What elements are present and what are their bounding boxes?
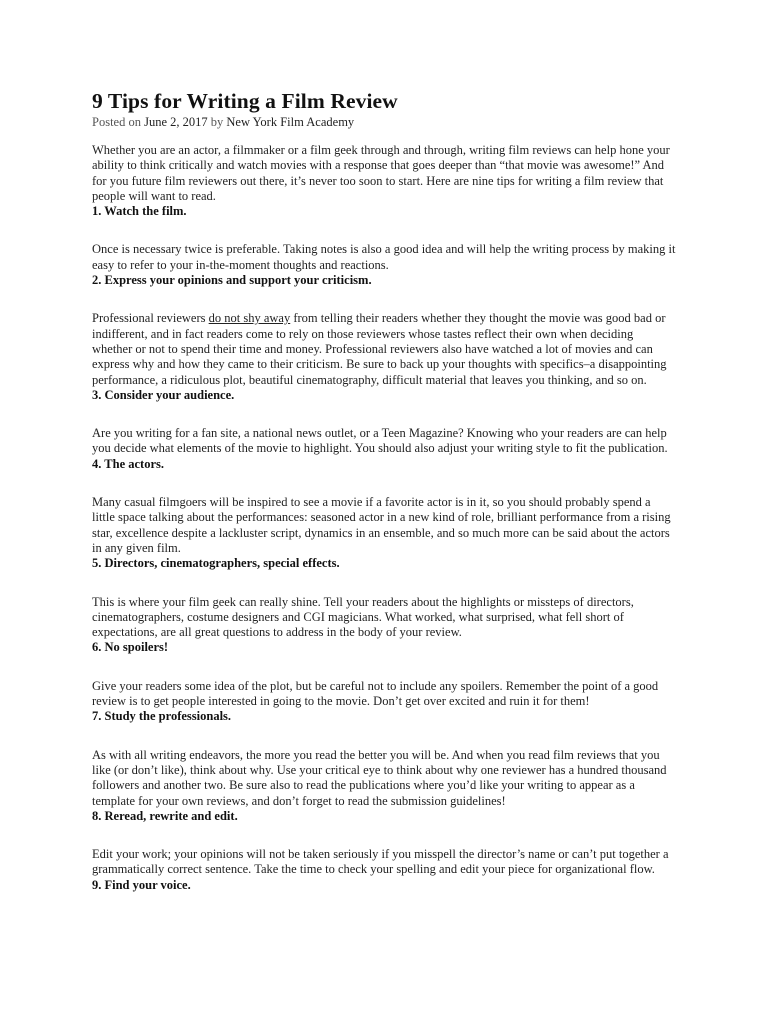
- tip-body: Edit your work; your opinions will not be taken seriously if you misspell the director’s name or can’t put together a grammatically correct sentence. Take the time to check your spelling and edit your piece for organizational flow.: [92, 847, 669, 877]
- post-date: June 2, 2017: [144, 115, 208, 129]
- tip-body: Many casual filmgoers will be inspired to see a movie if a favorite actor is in it, so you should probably spend a little space talking about the performances: seasoned actor in a new kind of role, brilliant performance from a rising star, excellence despite a lackluster script, dynamics in an ensemble, and so much more can be said about the actors in any given film.: [92, 495, 671, 555]
- tip-body: This is where your film geek can really shine. Tell your readers about the highlights or missteps of directors, cinematographers, costume designers and CGI magicians. What worked, what surprised, what fell short of expectations, are all great questions to address in the body of your review.: [92, 594, 634, 640]
- tip-9: [92, 878, 676, 893]
- tip-body: Give your readers some idea of the plot, but be careful not to include any spoilers. Remember the point of a good review is to get people interested in going to the movie. Don’t get over excited and ruin it for them!: [92, 678, 659, 709]
- tip-heading: 2. Express your opinions and support your criticism.: [92, 273, 372, 288]
- tip-heading: 3. Consider your audience.: [92, 387, 235, 402]
- tip-body-text: Professional reviewers: [92, 311, 209, 326]
- tip-1: [92, 204, 676, 273]
- tip-body: Are you writing for a fan site, a national news outlet, or a Teen Magazine? Knowing who your readers are can help you decide what elements of the movie to highlight. You should also adjust your writing style to fit the publication.: [92, 426, 668, 456]
- tip-8: [92, 809, 676, 878]
- tip-heading: 8. Reread, rewrite and edit.: [92, 808, 238, 823]
- by-label: by: [210, 115, 224, 129]
- tip-heading: 7. Study the professionals.: [92, 709, 232, 724]
- tip-heading: 1. Watch the film.: [92, 204, 187, 219]
- tip-2: [92, 273, 676, 388]
- posted-on-label: Posted on: [92, 115, 141, 129]
- tip-heading: 9. Find your voice.: [92, 877, 191, 892]
- tip-3: [92, 388, 676, 457]
- tip-heading: 5. Directors, cinematographers, special effects.: [92, 556, 340, 571]
- tip-heading: 6. No spoilers!: [92, 640, 169, 655]
- tip-6: [92, 640, 676, 709]
- post-author: New York Film Academy: [226, 115, 355, 129]
- tip-4: [92, 457, 676, 556]
- tip-5: [92, 556, 676, 640]
- tip-body-text: from telling their readers whether they thought the movie was good bad or indifferent, and in fact readers come to rely on those reviewers whose tastes reflect their own when deciding whether or not to spend their time and money. Professional reviewers also have watched a lot of movies and can express why and how they came to their criticism. Be sure to back up your thoughts with specifics–a disappointing performance, a ridiculous plot, beautiful cinematography, difficult material that leaves you thinking, and so on.: [92, 311, 667, 387]
- article-intro: Whether you are an actor, a filmmaker or a film geek through and through, writing film reviews can help hone your ability to think critically and watch movies with a response that goes deeper than “that movie was awesome!” And for you future film reviewers out there, it’s never too soon to start. Here are nine tips for writing a film review that people will want to read.: [92, 143, 670, 203]
- tip-body: [92, 311, 676, 387]
- do-not-shy-away-link[interactable]: do not shy away: [208, 311, 291, 326]
- tip-body: Once is necessary twice is preferable. Taking notes is also a good idea and will help the writing process by making it easy to refer to your in-the-moment thoughts and reactions.: [92, 242, 676, 272]
- tip-heading: 4. The actors.: [92, 456, 164, 471]
- tip-body: As with all writing endeavors, the more you read the better you will be. And when you read film reviews that you like (or don’t like), think about why. Use your critical eye to think about why one reviewer has a hundred thousand followers and another two. Be sure also to read the publications where you’d like your writing to appear as a template for your own reviews, and don’t forget to read the submission guidelines!: [92, 747, 667, 808]
- article-meta: [92, 114, 676, 130]
- article-title: 9 Tips for Writing a Film Review: [92, 89, 398, 113]
- tip-7: [92, 709, 676, 808]
